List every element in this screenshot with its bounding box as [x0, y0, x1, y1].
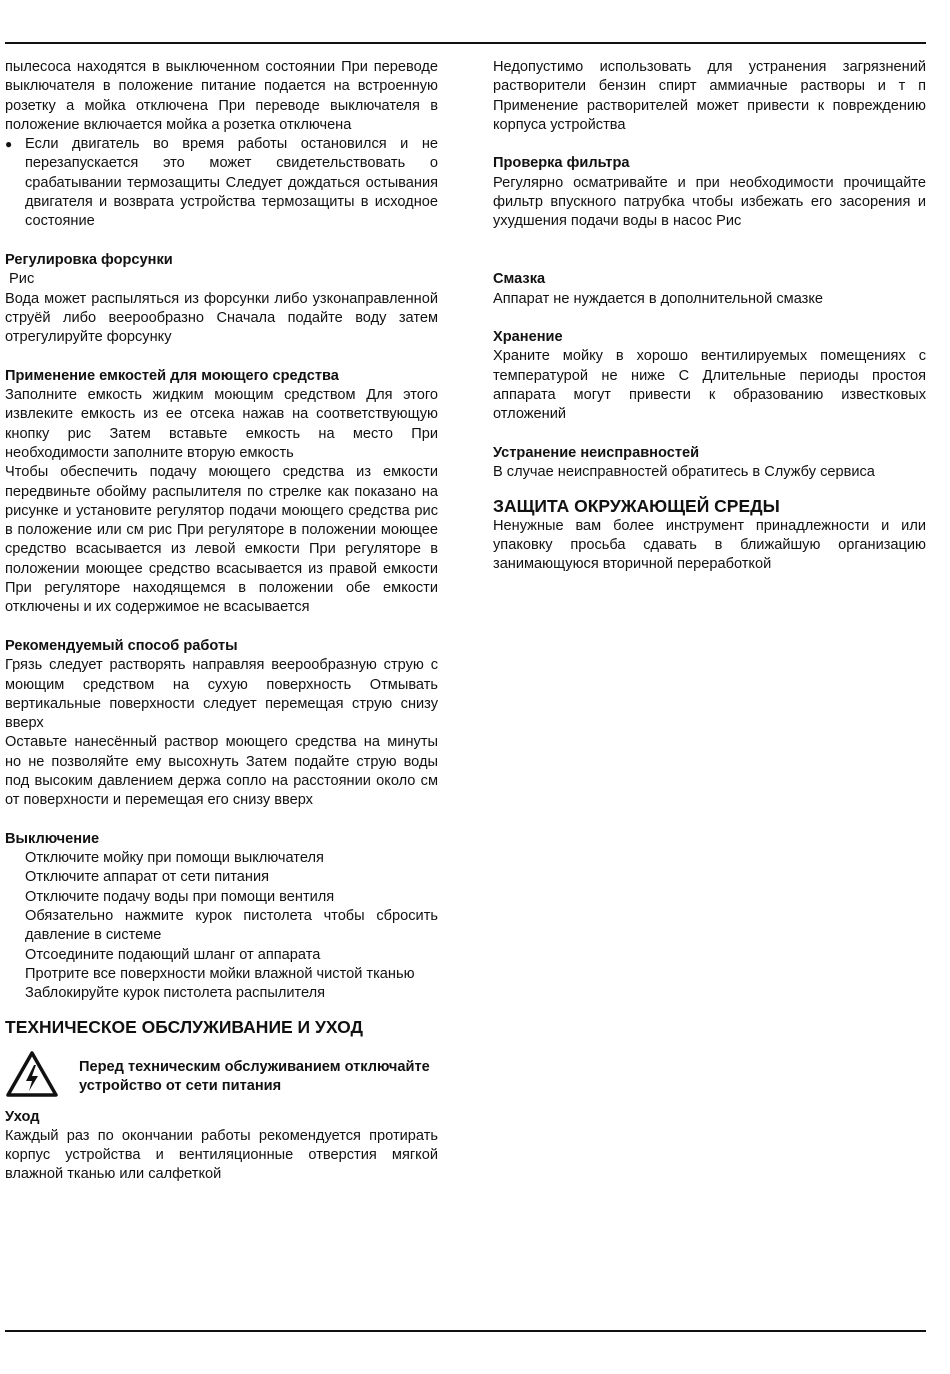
shutdown-step: Отключите подачу воды при помощи вентиля — [25, 888, 335, 905]
nozzle-figure-ref: Рис — [5, 271, 35, 288]
maintenance-heading: ТЕХНИЧЕСКОЕ ОБСЛУЖИВАНИЕ И УХОД — [5, 1016, 363, 1037]
shutdown-step: Отключите мойку при помощи выключателя — [25, 850, 324, 867]
method-paragraph-2: Оставьте нанесённый раствор моющего средства на минуты но не позволяйте ему высохнуть Затем подайте струю воды под высоким давлением держа сопло на расстоянии около см от поверхности и перемещая его снизу вверх — [5, 734, 438, 809]
high-voltage-warning-icon — [5, 1050, 59, 1098]
shutdown-step: Отсоедините подающий шланг от аппарата — [25, 946, 321, 963]
filter-heading: Проверка фильтра — [493, 155, 630, 172]
detergent-paragraph-2: Чтобы обеспечить подачу моющего средства из емкости передвиньте обойму распылителя по стрелке как показано на рисунке и установите регулятор подачи моющего средства рис в положение или см рис При регуляторе в положении моющее средство всасывается из левой емкости При регуляторе в положении моющее средство всасывается из правой емкости При регуляторе находящемся в положении обе емкости отключены и их содержимое не всасывается — [5, 464, 438, 616]
troubleshooting-heading: Устранение неисправностей — [493, 444, 700, 461]
bottom-rule — [5, 1330, 926, 1332]
nozzle-heading: Регулировка форсунки — [5, 251, 173, 268]
warning-text: Перед техническим обслуживанием отключайте устройство от сети питания — [79, 1058, 430, 1094]
method-paragraph-1: Грязь следует растворять направляя веерообразную струю с моющим средством на сухую поверхность Отмывать вертикальные поверхности следует перемещая струю снизу вверх — [5, 657, 438, 732]
environment-text: Ненужные вам более инструмент принадлежности и или упаковку просьба сдавать в ближайшую организацию занимающуюся вторичной переработкой — [493, 517, 926, 573]
shutdown-step: Отключите аппарат от сети питания — [25, 869, 270, 886]
intro-bullet-list — [5, 135, 438, 231]
shutdown-steps — [5, 849, 438, 1003]
right-column — [493, 58, 926, 574]
lubrication-text: Аппарат не нуждается в дополнительной смазке — [493, 290, 824, 307]
intro-paragraph: пылесоса находятся в выключенном состоянии При переводе выключателя в положение питание подается на встроенную розетку а мойка отключена При переводе выключателя в положение включается мойка а розетка отключена — [5, 59, 438, 133]
detergent-paragraph-1: Заполните емкость жидким моющим средством Для этого извлеките емкость из ее отсека нажав на соответствующую кнопку рис Затем вставьте емкость на место При необходимости заполните вторую емкость — [5, 387, 438, 461]
shutdown-step: Заблокируйте курок пистолета распылителя — [25, 985, 326, 1002]
environment-heading: ЗАЩИТА ОКРУЖАЮЩЕЙ СРЕДЫ — [493, 495, 780, 516]
care-text: Каждый раз по окончании работы рекомендуется протирать корпус устройства и вентиляционные отверстия мягкой влажной тканью или салфеткой — [5, 1127, 438, 1183]
detergent-heading: Применение емкостей для моющего средства — [5, 367, 339, 384]
troubleshooting-text: В случае неисправностей обратитесь в Службу сервиса — [493, 464, 875, 481]
shutdown-step: Обязательно нажмите курок пистолета чтобы сбросить давление в системе — [25, 908, 438, 944]
nozzle-text: Вода может распыляться из форсунки либо узконаправленной струёй либо веерообразно Сначала подайте воду затем отрегулируйте форсунку — [5, 290, 438, 346]
method-heading: Рекомендуемый способ работы — [5, 637, 238, 654]
filter-text: Регулярно осматривайте и при необходимости прочищайте фильтр впускного патрубка чтобы избежать его засорения и ухудшения подачи воды в насос Рис — [493, 174, 926, 230]
shutdown-heading: Выключение — [5, 830, 100, 847]
care-heading: Уход — [5, 1108, 40, 1125]
storage-heading: Хранение — [493, 329, 563, 346]
intro-bullet: ● Если двигатель во время работы остановился и не перезапускается это может свидетельствовать о срабатывании термозащиты Следует дождаться остывания двигателя и возврата устройства термозащиты в исходное состояние — [5, 135, 438, 231]
lubrication-heading: Смазка — [493, 271, 546, 288]
left-column — [5, 58, 438, 1185]
storage-text: Храните мойку в хорошо вентилируемых помещениях с температурой не ниже С Длительные периоды простоя аппарата могут привести к образованию известковых отложений — [493, 348, 926, 423]
shutdown-step: Протрите все поверхности мойки влажной чистой тканью — [25, 965, 415, 982]
warning-block — [5, 1050, 438, 1098]
top-rule — [5, 42, 926, 44]
solvents-warning: Недопустимо использовать для устранения загрязнений растворители бензин спирт аммиачные растворы и т п Применение растворителей может привести к повреждению корпуса устройства — [493, 59, 926, 133]
